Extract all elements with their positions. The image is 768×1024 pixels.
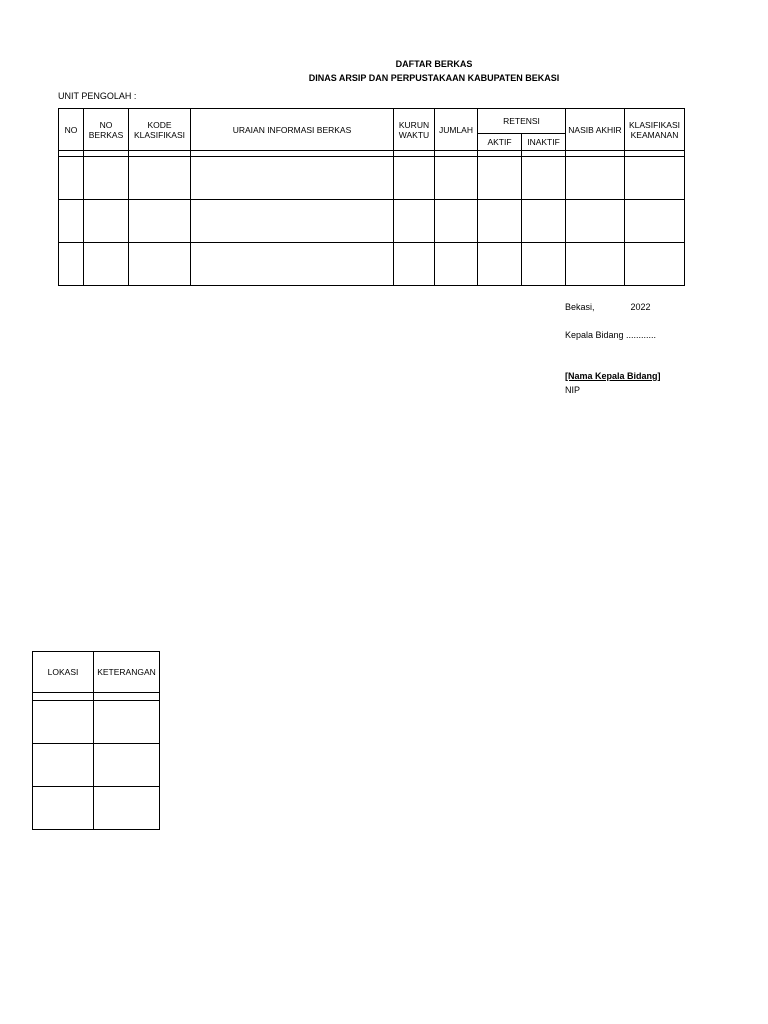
header-kurun-waktu: KURUN WAKTU xyxy=(394,109,435,151)
table-row xyxy=(33,787,160,830)
document-subtitle: DINAS ARSIP DAN PERPUSTAKAAN KABUPATEN BEKASI xyxy=(308,73,560,83)
signature-place-date: Bekasi, 2022 xyxy=(565,302,651,312)
header-uraian: URAIAN INFORMASI BERKAS xyxy=(191,109,394,151)
unit-pengolah-label: UNIT PENGOLAH : xyxy=(58,91,137,101)
header-no: NO xyxy=(59,109,84,151)
signature-position: Kepala Bidang ............ xyxy=(565,330,657,340)
lokasi-table xyxy=(32,651,160,830)
signature-nip: NIP xyxy=(565,385,581,395)
header-retensi: RETENSI xyxy=(478,109,566,134)
table-row xyxy=(33,693,160,701)
table-row xyxy=(59,157,685,200)
header-kode-klasifikasi: KODE KLASIFIKASI xyxy=(129,109,191,151)
table-row xyxy=(33,701,160,744)
header-jumlah: JUMLAH xyxy=(435,109,478,151)
table-row xyxy=(59,243,685,286)
table-row xyxy=(33,744,160,787)
daftar-berkas-table xyxy=(58,108,685,286)
header-keterangan: KETERANGAN xyxy=(94,652,160,693)
table-row xyxy=(59,200,685,243)
signature-name: [Nama Kepala Bidang] xyxy=(565,371,661,381)
header-no-berkas: NO BERKAS xyxy=(84,109,129,151)
header-klasifikasi-keamanan: KLASIFIKASI KEAMANAN xyxy=(625,109,685,151)
header-inaktif: INAKTIF xyxy=(522,134,566,151)
document-title: DAFTAR BERKAS xyxy=(395,59,473,69)
header-lokasi: LOKASI xyxy=(33,652,94,693)
header-aktif: AKTIF xyxy=(478,134,522,151)
header-nasib-akhir: NASIB AKHIR xyxy=(566,109,625,151)
